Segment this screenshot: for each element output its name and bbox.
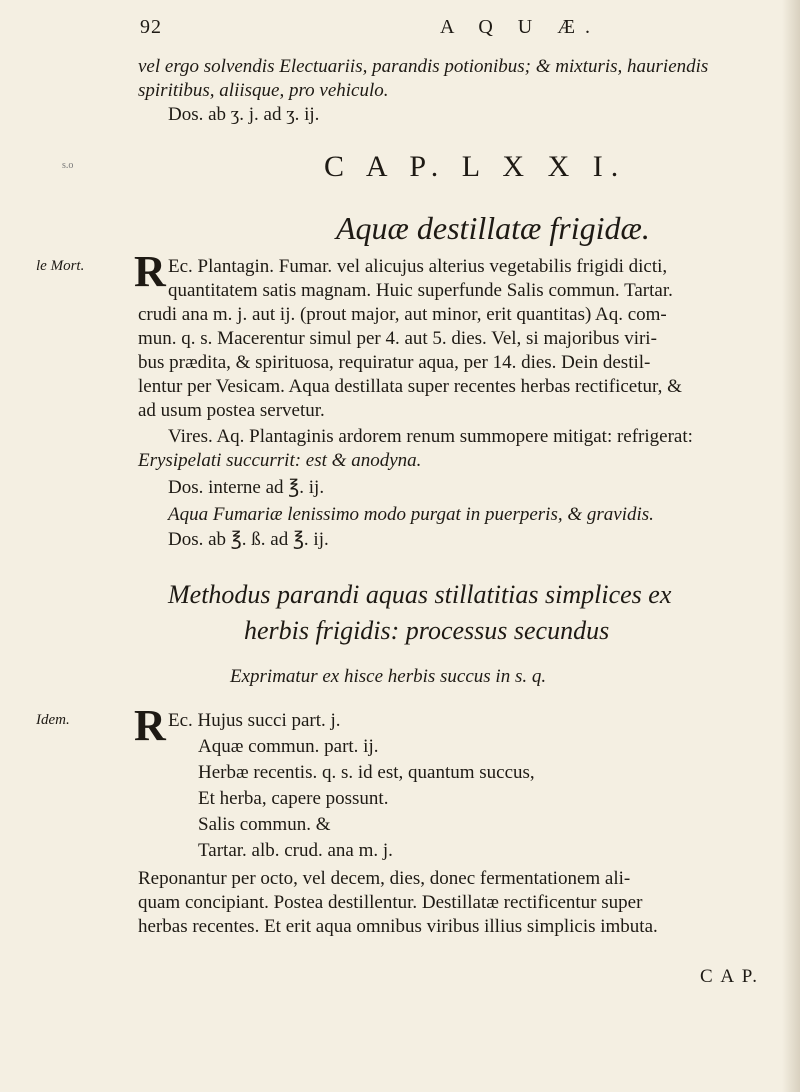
section2-line-5: Salis commun. & [198,814,331,835]
catchword: C A P. [700,966,760,987]
dose-fumaria: Dos. ab ℥. ß. ad ℥. ij. [168,529,329,550]
margin-mark: s.o [62,160,74,171]
chapter-label: C A P. L X X I. [324,150,627,183]
method-heading-line-2: herbis frigidis: processus secundus [244,616,610,645]
previous-line-2: spiritibus, aliisque, pro vehiculo. [138,80,389,101]
fumaria-line: Aqua Fumariæ lenissimo modo purgat in puerperis, & gravidis. [168,504,654,525]
drop-cap-1: R [134,247,166,296]
section2-line-3: Herbæ recentis. q. s. id est, quantum succus, [198,762,535,783]
chapter-title: Aquæ destillatæ frigidæ. [336,210,650,246]
section1-line-6: lentur per Vesicam. Aqua destillata super recentes herbas rectificetur, & [138,376,682,397]
method-heading-line-1: Methodus parandi aquas stillatitias simplices ex [168,580,672,609]
previous-line-1: vel ergo solvendis Electuariis, parandis potionibus; & mixturis, hauriendis [138,56,709,77]
method-express: Exprimatur ex hisce herbis succus in s. q. [230,666,547,687]
section1-line-5: bus prædita, & spirituosa, requiratur aqua, per 14. dies. Dein destil- [138,352,651,373]
margin-note-lemort: le Mort. [36,258,85,274]
vires-line-2: Erysipelati succurrit: est & anodyna. [138,450,422,471]
section1-line-4: mun. q. s. Macerentur simul per 4. aut 5. dies. Vel, si majoribus viri- [138,328,657,349]
drop-cap-2: R [134,701,166,750]
section1-line-3: crudi ana m. j. aut ij. (prout major, aut minor, erit quantitas) Aq. com- [138,304,667,325]
section2-para-line-3: herbas recentes. Et erit aqua omnibus viribus illius simplicis imbuta. [138,916,658,937]
section1-line-7: ad usum postea servetur. [138,400,325,421]
section2-line-6: Tartar. alb. crud. ana m. j. [198,840,393,861]
section2-line-4: Et herba, capere possunt. [198,788,389,809]
section2-para-line-1: Reponantur per octo, vel decem, dies, donec fermentationem ali- [138,868,631,889]
section2-para-line-2: quam concipiant. Postea destillentur. Destillatæ rectificentur super [138,892,643,913]
previous-dose: Dos. ab ʒ. j. ad ʒ. ij. [168,104,320,125]
margin-note-idem: Idem. [36,712,70,728]
running-title: A Q U Æ. [440,16,601,38]
section2-line-1: Ec. Hujus succi part. j. [168,710,341,731]
section2-line-2: Aquæ commun. part. ij. [198,736,379,757]
vires-line-1: Vires. Aq. Plantaginis ardorem renum summopere mitigat: refrigerat: [168,426,693,447]
dose-interne: Dos. interne ad ℥. ij. [168,477,325,498]
page-edge-shadow [782,0,800,1092]
section1-line-2: quantitatem satis magnam. Huic superfunde Salis commun. Tartar. [168,280,673,301]
section1-line-1: Ec. Plantagin. Fumar. vel alicujus alterius vegetabilis frigidi dicti, [168,256,668,277]
page-number: 92 [140,16,162,38]
